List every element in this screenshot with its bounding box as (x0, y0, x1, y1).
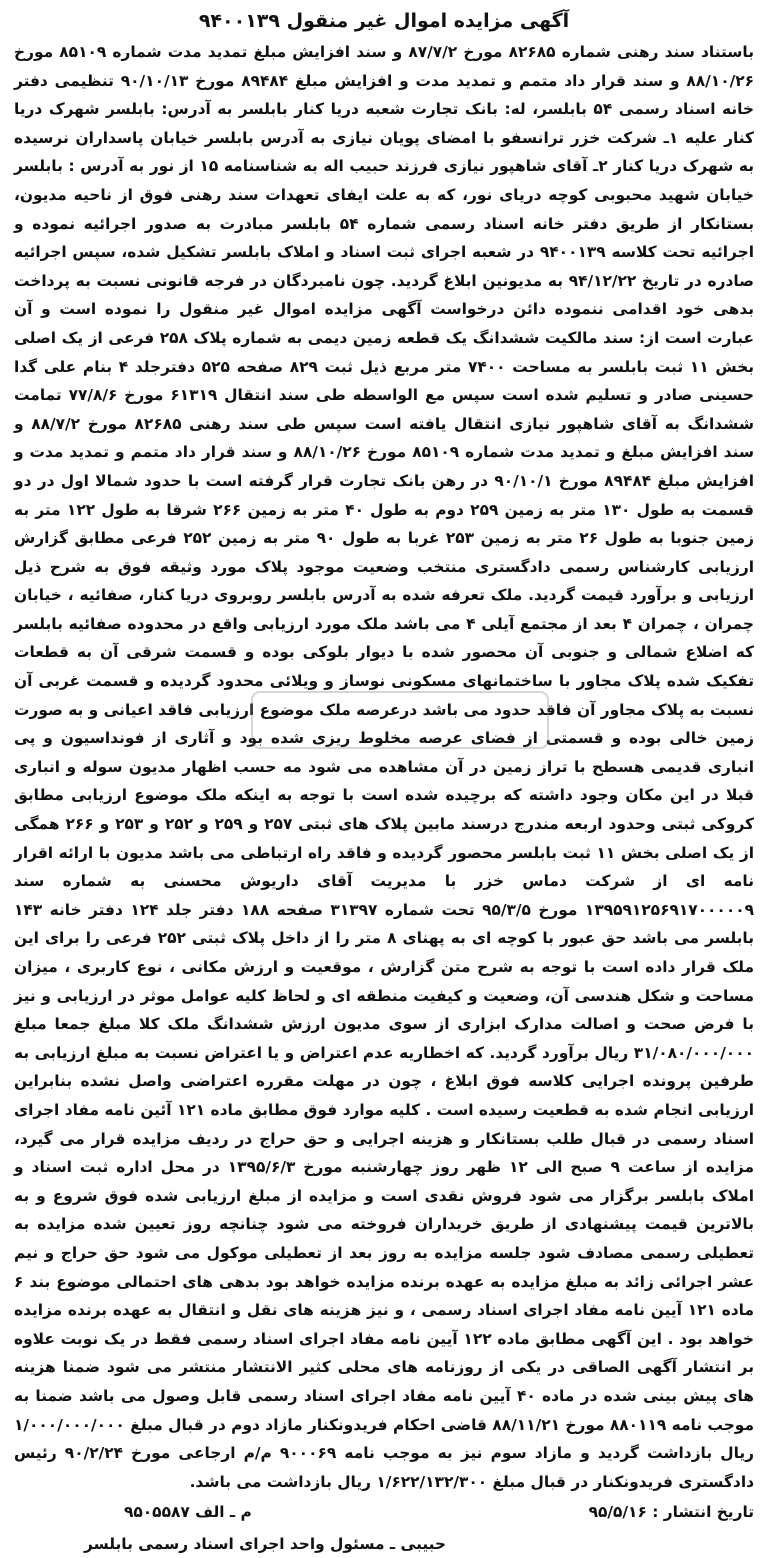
publish-date: تاریخ انتشار : ۹۵/۵/۱۶ (588, 1503, 754, 1522)
notice-title: آگهی مزایده اموال غیر منقول ۹۴۰۰۱۳۹ (198, 10, 570, 32)
notice-body: باستناد سند رهنی شماره ۸۲۶۸۵ مورخ ۸۷/۷/۲ و سند افزایش مبلغ تمدید مدت شماره ۸۵۱۰۹ مورخ ۸۸/۱۰/۲۶ و سند قرار داد متمم و تمدید مدت و افزایش مبلغ ۸۹۴۸۴ مورخ ۹۰/۱۰/۱۳ تنظیمی دفتر خانه اسناد رسمی ۵۴ بابلسر، له: بانک تجارت شعبه دریا کنار بابلسر به آدرس: بابلسر شهرک دریا کنار علیه ۱ـ شرکت خزر ترانسفو با امضای پویان نیازی به آدرس بابلسر خیابان پاسداران نرسیده به شهرک دریا کنار ۲ـ آقای شاهپور نیازی فرزند حبیب اله به شناسنامه ۱۵ از نور به آدرس : بابلسر خیابان شهید محبوبی کوچه دریای نور، که به علت ایفای تعهدات سند رهنی فوق از ناحیه مدیون، بستانکار از طریق دفتر خانه اسناد رسمی شماره ۵۴ بابلسر مبادرت به صدور اجرائیه نموده و اجرائیه تحت کلاسه ۹۴۰۰۱۳۹ در شعبه اجرای ثبت اسناد و املاک بابلسر تشکیل شده، سپس اجرائیه صادره در تاریخ ۹۴/۱۲/۲۲ به مدیونین ابلاغ گردید. چون نامبردگان در فرجه قانونی نسبت به پرداخت بدهی خود اقدامی ننموده دائن درخواست آگهی مزایده اموال غیر منقول را نموده است و آن عبارت است از: سند مالکیت ششدانگ یک قطعه زمین دیمی به شماره پلاک ۲۵۸ فرعی از یک اصلی بخش ۱۱ ثبت بابلسر به مساحت ۷۴۰۰ متر مربع ذیل ثبت ۸۲۹ صفحه ۵۲۵ دفترجلد ۴ بنام علی گدا حسینی صادر و تسلیم شده است سپس مع الواسطه طی سند انتقال ۶۱۳۱۹ مورخ ۷۷/۸/۶ تمامت ششدانگ به آقای شاهپور نیازی انتقال یافته است سپس طی سند رهنی ۸۲۶۸۵ مورخ ۸۸/۷/۲ و سند افزایش مبلغ و تمدید مدت شماره ۸۵۱۰۹ مورخ ۸۸/۱۰/۲۶ و سند قرار داد متمم و تمدید مدت و افزایش مبلغ ۸۹۴۸۴ مورخ ۹۰/۱۰/۱ در رهن بانک تجارت قرار گرفته است با حدود شمالا اول در دو قسمت به طول ۱۳۰ متر به زمین ۲۵۹ دوم به طول ۴۰ متر به زمین ۲۶۶ شرقا به طول ۱۲۲ متر به زمین جنوبا به طول ۲۶ متر به زمین ۲۵۳ غربا به طول ۹۰ متر به زمین ۲۵۲ فرعی مطابق گزارش ارزیابی کارشناس رسمی دادگستری منتخب وضعیت موجود پلاک مورد وثیقه فوق به شرح ذیل ارزیابی و برآورد قیمت گردید. ملک تعرفه شده به آدرس بابلسر روبروی دریا کنار، صفائیه ، خیابان چمران ، چمران ۴ بعد از مجتمع آیلی ۴ می باشد ملک مورد ارزیابی واقع در محدوده صفائیه بابلسر که اضلاع شمالی و جنوبی آن محصور شده با دیوار بلوکی بوده و قسمت شرقی آن به قطعات تفکیک شده پلاک مجاور با ساختمانهای مسکونی نوساز و ویلائی محدود گردیده و قسمت غربی آن نسبت به پلاک مجاور آن فاقد حدود می باشد درعرصه ملک موضوع ارزیابی فاقد اعیانی و به صورت زمین خالی بوده و قسمتی از فضای عرصه مخلوط ریزی شده بود و آثاری از فونداسیون و پی انباری قدیمی هسطح با تراز زمین در آن مشاهده می شود مه حسب اظهار مدیون سوله و انباری قبلا در این مکان وجود داشته که برچیده شده است با توجه به اینکه ملک موضوع ارزیابی مطابق کروکی ثبتی وحدود اربعه مندرج درسند مابین پلاک های ثبتی ۲۵۷ و ۲۵۹ و ۲۵۲ و ۲۵۳ و ۲۶۶ همگی از یک اصلی بخش ۱۱ ثبت بابلسر محصور گردیده و فاقد راه ارتباطی می باشد مدیون با ارائه اقرار نامه ای از شرکت دماس خزر با مدیریت آقای داریوش محسنی به شماره سند ۱۳۹۵۹۱۲۵۶۹۱۷۰۰۰۰۰۹ مورخ ۹۵/۳/۵ تحت شماره ۳۱۳۹۷ صفحه ۱۸۸ دفتر جلد ۱۲۴ دفتر خانه ۱۴۳ بابلسر می باشد حق عبور با کوچه ای به پهنای ۸ متر را از داخل پلاک ثبتی ۲۵۲ فرعی را برای این ملک قرار داده است با توجه به شرح متن گزارش ، موقعیت و ارزش مکانی ، نوع کاربری ، میزان مساحت و شکل هندسی آن، وضعیت و کیفیت منطقه ای و لحاظ کلیه عوامل موثر در ارزیابی و نیز با فرض صحت و اصالت مدارک ابزاری از سوی مدیون ارزش ششدانگ ملک کلا مبلغ جمعا مبلغ ۳۱/۰۸۰/۰۰۰/۰۰۰ ریال برآورد گردید. که اخطاریه عدم اعتراض و یا اعتراض نسبت به مبلغ ارزیابی به طرفین پرونده اجرایی کلاسه فوق ابلاغ ، چون در مهلت مقرره اعتراضی واصل نشده بنابراین ارزیابی انجام شده به قطعیت رسیده است . کلیه موارد فوق مطابق ماده ۱۲۱ آئین نامه مفاد اجرای اسناد رسمی در قبال طلب بستانکار و هزینه اجرایی و حق حراج در ردیف مزایده قرار می گیرد، مزایده از ساعت ۹ صبح الی ۱۲ ظهر روز چهارشنبه مورخ ۱۳۹۵/۶/۳ در محل اداره ثبت اسناد و املاک بابلسر برگزار می شود فروش نقدی است و مزایده از مبلغ ارزیابی شده فوق شروع و به بالاترین قیمت پیشنهادی از طریق خریداران فروخته می شود چنانچه روز تعیین شده مزایده به تعطیلی رسمی مصادف شود جلسه مزایده به روز بعد از تعطیلی موکول می شود حق حراج و نیم عشر اجرائی زائد به مبلغ مزایده به عهده برنده مزایده خواهد بود بدهی های احتمالی موضوع بند ۶ ماده ۱۲۱ آیین نامه مفاد اجرای اسناد رسمی ، و نیز هزینه های نقل و انتقال به عهده برنده مزایده خواهد بود . این آگهی مطابق ماده ۱۲۲ آیین نامه مفاد اجرای اسناد رسمی فقط در یک نوبت علاوه بر انتشار آگهی الصاقی در یکی از روزنامه های محلی کثیر الانتشار منتشر می شود ضمنا هزینه های پیش بینی شده در ماده ۴۰ آیین نامه مفاد اجرای اسناد رسمی قابل وصول می باشد ضمنا به موجب نامه ۸۸۰۱۱۹ مورخ ۸۸/۱۱/۲۱ قاضی احکام فریدونکنار مازاد دوم در قبال مبلغ ۱/۰۰۰/۰۰۰/۰۰۰ ریال بازداشت گردید و مازاد سوم نیز به موجب نامه ۹۰۰۰۶۹ م/م ارجاعی مورخ ۹۰/۲/۲۴ رئیس دادگستری فریدونکنار در قبال مبلغ ۱/۶۲۲/۱۳۲/۳۰۰ ریال بازداشت می باشد. (14, 43, 755, 1491)
notice-footer (14, 1498, 754, 1526)
notice-code: م ـ الف ۹۵۰۵۵۸۷ (124, 1503, 252, 1522)
signature-line: حبیبی ـ مسئول واحد اجرای اسناد رسمی بابلسر (84, 1535, 447, 1554)
